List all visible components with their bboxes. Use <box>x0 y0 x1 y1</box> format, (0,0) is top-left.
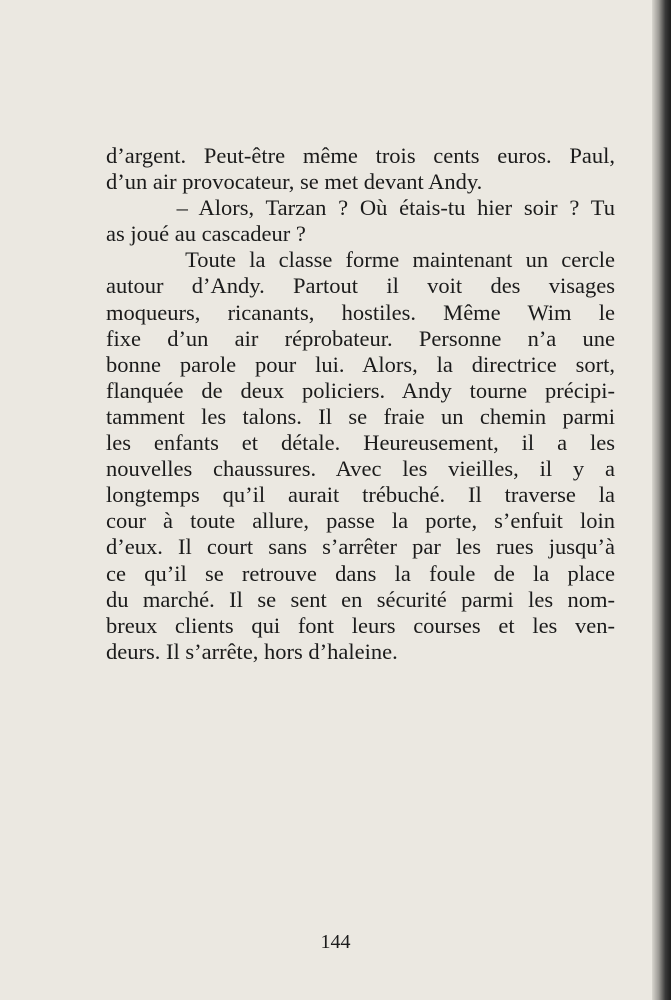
text-line: cour à toute allure, passe la porte, s’enfuit loin <box>106 508 615 534</box>
text-line: nouvelles chaussures. Avec les vieilles, il y a <box>106 456 615 482</box>
text-line: fixe d’un air réprobateur. Personne n’a une <box>106 325 615 351</box>
text-line: – Alors, Tarzan ? Où étais-tu hier soir ? Tu <box>106 195 615 221</box>
text-line: d’un air provocateur, se met devant Andy. <box>106 169 483 195</box>
book-spine-edge <box>652 0 671 1000</box>
body-text <box>106 143 615 665</box>
text-line: Toute la classe forme maintenant un cercle <box>106 247 615 273</box>
text-line: moqueurs, ricanants, hostiles. Même Wim le <box>106 299 615 325</box>
text-line: tamment les talons. Il se fraie un chemin parmi <box>106 403 615 429</box>
text-line: flanquée de deux policiers. Andy tourne précipi- <box>106 377 615 403</box>
text-line: deurs. Il s’arrête, hors d’haleine. <box>106 638 398 664</box>
text-line: as joué au cascadeur ? <box>106 221 306 247</box>
text-line: les enfants et détale. Heureusement, il a les <box>106 430 615 456</box>
text-line: ce qu’il se retrouve dans la foule de la place <box>106 560 615 586</box>
text-line: d’argent. Peut-être même trois cents euros. Paul, <box>106 143 615 168</box>
text-line: autour d’Andy. Partout il voit des visages <box>106 273 615 299</box>
text-line: longtemps qu’il aurait trébuché. Il traverse la <box>106 482 615 508</box>
page-number: 144 <box>320 931 351 953</box>
text-line: du marché. Il se sent en sécurité parmi les nom- <box>106 586 615 612</box>
text-line: d’eux. Il court sans s’arrêter par les rues jusqu’à <box>106 534 615 560</box>
text-line: breux clients qui font leurs courses et les ven- <box>106 612 615 638</box>
text-line: bonne parole pour lui. Alors, la directrice sort, <box>106 351 615 377</box>
